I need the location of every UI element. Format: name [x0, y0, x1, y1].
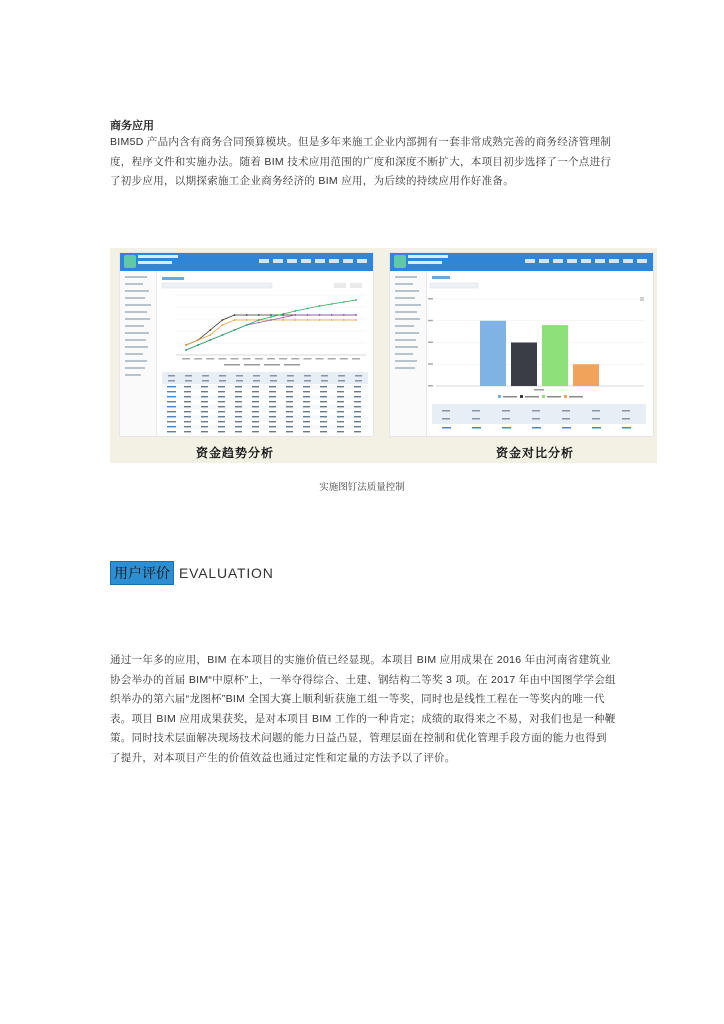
table-cell [286, 386, 293, 387]
table-cell [269, 386, 276, 387]
table-header-cell [185, 380, 192, 382]
table-header-cell [532, 418, 540, 420]
table-cell [472, 427, 481, 429]
data-point [294, 310, 296, 312]
table-cell [303, 426, 310, 427]
table-header-cell [442, 410, 450, 412]
app-header [390, 253, 653, 271]
table-cell [286, 426, 293, 427]
evaluation-label-en: EVALUATION [179, 565, 274, 581]
table-header-cell [622, 418, 630, 420]
x-tick-label [182, 358, 190, 360]
app-logo-icon [394, 255, 406, 268]
section-paragraph: BIM5D 产品内含有商务合同预算模块。但是多年来施工企业内部拥有一套非常成熟完善的商务经济管理制度，程序文件和实施办法。随着 BIM 技术应用范围的广度和深度不断扩大，本项目初步选择了一个点进行了初步应用，以期探索施工企业商务经济的 BIM 应用，为后续的持续应用作好准备。 [110, 136, 612, 187]
table-header-cell [321, 375, 328, 377]
left-image-caption: 资金趋势分析 [196, 446, 275, 460]
x-tick-label [291, 358, 299, 360]
table-cell [337, 401, 344, 402]
x-tick-label [231, 358, 239, 360]
table-cell [167, 416, 176, 417]
table-cell [218, 431, 225, 432]
table-cell [286, 421, 293, 422]
table-cell [218, 386, 225, 387]
data-point [319, 305, 321, 307]
toolbar-button [350, 283, 362, 288]
table-cell [218, 411, 225, 412]
toolbar-button [334, 283, 346, 288]
table-cell [252, 406, 259, 407]
right-image-caption: 资金对比分析 [496, 446, 575, 460]
x-tick-label [218, 358, 226, 360]
table-cell [218, 391, 225, 392]
table-cell [320, 411, 327, 412]
table-cell [337, 421, 344, 422]
table-cell [184, 406, 191, 407]
data-point [222, 334, 224, 336]
y-tick-label [428, 342, 433, 344]
table-cell [184, 411, 191, 412]
x-tick-label [534, 389, 544, 391]
evaluation-paragraph: 通过一年多的应用，BIM 在本项目的实施价值已经显现。本项目 BIM 应用成果在 2016 年由河南省建筑业协会举办的首届 BIM“中原杯”上，一举夺得综合、土建、钢结构二等奖 3 项。在 2017 年由中国图学学会组织举办的第六届“龙图杯”BIM 全国大赛上顺利斩获施工组一等奖，同时也是线性工程在一等奖内的唯一代表。项目 BIM 应用成果获奖，是对本项目 BIM 工作的一种肯定；成绩的取得来之不易，对我们也是一种鞭策。同时技术层面解决现场技术问题的能力日益凸显，管理层面在控制和优化管理手段方面的能力也得到了提升，对本项目产生的价值效益也通过定性和定量的方法予以了评价。 [110, 654, 616, 764]
legend-label [503, 396, 517, 398]
table-header-cell [321, 380, 328, 382]
screenshot-fund-compare [389, 252, 654, 437]
table-cell [337, 426, 344, 427]
data-point [197, 339, 199, 341]
table-cell [235, 411, 242, 412]
table-header-cell [622, 410, 630, 412]
table-cell [184, 386, 191, 387]
table-cell [184, 431, 191, 432]
x-tick-label [243, 358, 251, 360]
table-header [162, 372, 368, 384]
y-tick-label [428, 320, 433, 322]
table-cell [201, 426, 208, 427]
y-tick-label [428, 363, 433, 365]
table-cell [286, 406, 293, 407]
table-cell [167, 411, 176, 412]
data-point [209, 329, 211, 331]
table-cell [337, 386, 344, 387]
compare-bar-chart [428, 271, 652, 436]
data-point [294, 314, 296, 316]
data-point [319, 319, 321, 321]
data-point [209, 334, 211, 336]
table-cell [184, 426, 191, 427]
filter-bar [162, 283, 272, 288]
data-point [234, 329, 236, 331]
data-point [185, 344, 187, 346]
table-header-cell [202, 380, 209, 382]
table-cell [320, 396, 327, 397]
table-cell [201, 416, 208, 417]
table-cell [303, 401, 310, 402]
table-cell [201, 401, 208, 402]
table-cell [320, 401, 327, 402]
table-cell [252, 401, 259, 402]
table-header [432, 404, 646, 424]
table-cell [235, 406, 242, 407]
table-cell [252, 411, 259, 412]
table-header-cell [185, 375, 192, 377]
x-tick-label [255, 358, 263, 360]
bar-3 [573, 364, 599, 386]
trend-line-chart [158, 271, 372, 436]
evaluation-label-cn: 用户评价 [110, 561, 174, 585]
table-cell [337, 416, 344, 417]
legend-swatch [564, 395, 567, 398]
sidebar [120, 271, 157, 436]
legend-item [224, 364, 240, 366]
table-cell [269, 406, 276, 407]
table-cell [354, 411, 361, 412]
data-point [270, 319, 272, 321]
table-header-cell [355, 380, 362, 382]
table-cell [235, 416, 242, 417]
table-cell [252, 386, 259, 387]
table-cell [354, 431, 361, 432]
table-header-cell [355, 375, 362, 377]
table-header-cell [168, 375, 175, 377]
table-cell [184, 421, 191, 422]
data-point [294, 319, 296, 321]
x-tick-label [303, 358, 311, 360]
y-tick-label [428, 385, 433, 387]
table-cell [218, 416, 225, 417]
table-cell [235, 401, 242, 402]
data-point [222, 324, 224, 326]
table-header-cell [253, 380, 260, 382]
table-cell [354, 386, 361, 387]
legend-swatch [542, 395, 545, 398]
table-cell [252, 421, 259, 422]
table-cell [167, 391, 176, 392]
data-point [258, 319, 260, 321]
table-header-cell [472, 418, 480, 420]
screenshot-fund-trend [119, 252, 374, 437]
x-tick-label [206, 358, 214, 360]
table-cell [303, 421, 310, 422]
table-header-cell [304, 375, 311, 377]
table-cell [218, 396, 225, 397]
table-cell [218, 421, 225, 422]
table-cell [337, 391, 344, 392]
table-cell [320, 406, 327, 407]
table-cell [201, 391, 208, 392]
table-cell [201, 431, 208, 432]
table-cell [235, 421, 242, 422]
legend-swatch [520, 395, 523, 398]
table-header-cell [592, 410, 600, 412]
table-cell [286, 396, 293, 397]
x-tick-label [194, 358, 202, 360]
table-header-cell [502, 418, 510, 420]
app-logo-icon [124, 255, 136, 268]
table-cell [320, 431, 327, 432]
figure-caption: 实施图钉法质量控制 [319, 482, 405, 493]
legend-label [569, 396, 583, 398]
table-cell [320, 391, 327, 392]
table-cell [235, 386, 242, 387]
x-tick-label [316, 358, 324, 360]
table-cell [252, 391, 259, 392]
table-cell [354, 396, 361, 397]
table-header-cell [219, 380, 226, 382]
sidebar [390, 271, 427, 436]
data-point [258, 314, 260, 316]
data-point [197, 344, 199, 346]
table-cell [235, 431, 242, 432]
data-point [246, 314, 248, 316]
data-point [307, 319, 309, 321]
table-cell [184, 391, 191, 392]
table-cell [269, 421, 276, 422]
table-header-cell [304, 380, 311, 382]
table-cell [286, 431, 293, 432]
table-cell [167, 406, 176, 407]
data-point [331, 303, 333, 305]
table-cell [320, 421, 327, 422]
table-header-cell [219, 375, 226, 377]
data-point [307, 314, 309, 316]
table-cell [167, 401, 176, 402]
table-cell [184, 401, 191, 402]
table-cell [218, 401, 225, 402]
table-cell [337, 406, 344, 407]
table-cell [201, 411, 208, 412]
table-cell [303, 411, 310, 412]
table-cell [218, 426, 225, 427]
table-cell [354, 421, 361, 422]
data-point [331, 314, 333, 316]
table-header-cell [502, 410, 510, 412]
table-header-cell [270, 375, 277, 377]
table-cell [269, 401, 276, 402]
table-cell [442, 427, 451, 429]
table-cell [269, 431, 276, 432]
table-header-cell [338, 375, 345, 377]
table-cell [252, 416, 259, 417]
x-tick-label [279, 358, 287, 360]
table-header-cell [472, 410, 480, 412]
table-cell [303, 406, 310, 407]
table-cell [184, 396, 191, 397]
x-tick-label [267, 358, 275, 360]
table-cell [354, 391, 361, 392]
table-header-cell [442, 418, 450, 420]
table-cell [235, 396, 242, 397]
table-cell [184, 416, 191, 417]
table-cell [269, 411, 276, 412]
table-cell [592, 427, 601, 429]
table-cell [354, 426, 361, 427]
data-point [331, 319, 333, 321]
table-cell [269, 396, 276, 397]
legend-swatch [498, 395, 501, 398]
table-cell [286, 401, 293, 402]
table-header-cell [287, 375, 294, 377]
table-header-cell [270, 380, 277, 382]
table-cell [337, 411, 344, 412]
table-cell [320, 386, 327, 387]
data-point [343, 301, 345, 303]
data-point [258, 322, 260, 324]
table-cell [320, 426, 327, 427]
section-title: 商务应用 [110, 120, 154, 132]
legend-item [264, 364, 280, 366]
data-point [282, 313, 284, 315]
legend-item [284, 364, 300, 366]
table-cell [337, 431, 344, 432]
data-point [234, 319, 236, 321]
table-cell [532, 427, 541, 429]
table-cell [201, 406, 208, 407]
table-cell [201, 421, 208, 422]
table-cell [235, 426, 242, 427]
table-header-cell [562, 410, 570, 412]
data-point [270, 314, 272, 316]
table-cell [502, 427, 511, 429]
table-cell [167, 426, 176, 427]
data-point [270, 316, 272, 318]
legend-item [244, 364, 260, 366]
bar-1 [511, 343, 537, 387]
table-cell [303, 386, 310, 387]
table-cell [354, 406, 361, 407]
table-cell [252, 431, 259, 432]
table-header-cell [202, 375, 209, 377]
table-header-cell [253, 375, 260, 377]
table-header-cell [562, 418, 570, 420]
table-cell [269, 391, 276, 392]
figure-panel [110, 248, 657, 463]
table-cell [269, 416, 276, 417]
table-cell [562, 427, 571, 429]
table-cell [218, 406, 225, 407]
data-point [234, 314, 236, 316]
bar-2 [542, 325, 568, 386]
table-cell [303, 416, 310, 417]
table-cell [286, 416, 293, 417]
table-cell [622, 427, 631, 429]
x-tick-label [340, 358, 348, 360]
table-cell [167, 396, 176, 397]
x-tick-label [352, 358, 360, 360]
data-point [355, 314, 357, 316]
data-point [355, 299, 357, 301]
table-cell [167, 431, 176, 432]
bar-0 [480, 321, 506, 386]
data-point [319, 314, 321, 316]
table-cell [354, 416, 361, 417]
table-cell [167, 386, 176, 387]
data-point [355, 319, 357, 321]
table-cell [269, 426, 276, 427]
app-header [120, 253, 373, 271]
data-point [246, 324, 248, 326]
data-point [343, 319, 345, 321]
table-cell [252, 396, 259, 397]
legend-label [547, 396, 561, 398]
table-cell [286, 391, 293, 392]
table-cell [167, 421, 176, 422]
table-header-cell [236, 375, 243, 377]
table-cell [303, 396, 310, 397]
y-tick-label [428, 298, 433, 300]
table-header-cell [168, 380, 175, 382]
date-filter [430, 283, 478, 288]
table-header-cell [338, 380, 345, 382]
data-point [246, 319, 248, 321]
table-header-cell [236, 380, 243, 382]
data-point [307, 308, 309, 310]
table-cell [354, 401, 361, 402]
table-cell [235, 391, 242, 392]
data-point [185, 349, 187, 351]
data-point [222, 319, 224, 321]
panel-title [162, 277, 184, 280]
data-point [343, 314, 345, 316]
data-point [282, 319, 284, 321]
data-point [282, 317, 284, 319]
table-header-cell [532, 410, 540, 412]
table-cell [320, 416, 327, 417]
table-cell [337, 396, 344, 397]
table-header-cell [287, 380, 294, 382]
table-cell [252, 426, 259, 427]
table-cell [201, 386, 208, 387]
legend-label [525, 396, 539, 398]
table-cell [201, 396, 208, 397]
panel-title [432, 276, 450, 279]
table-header-cell [592, 418, 600, 420]
data-point [209, 339, 211, 341]
table-cell [303, 391, 310, 392]
table-cell [286, 411, 293, 412]
evaluation-heading [110, 561, 274, 585]
x-tick-label [328, 358, 336, 360]
table-cell [303, 431, 310, 432]
